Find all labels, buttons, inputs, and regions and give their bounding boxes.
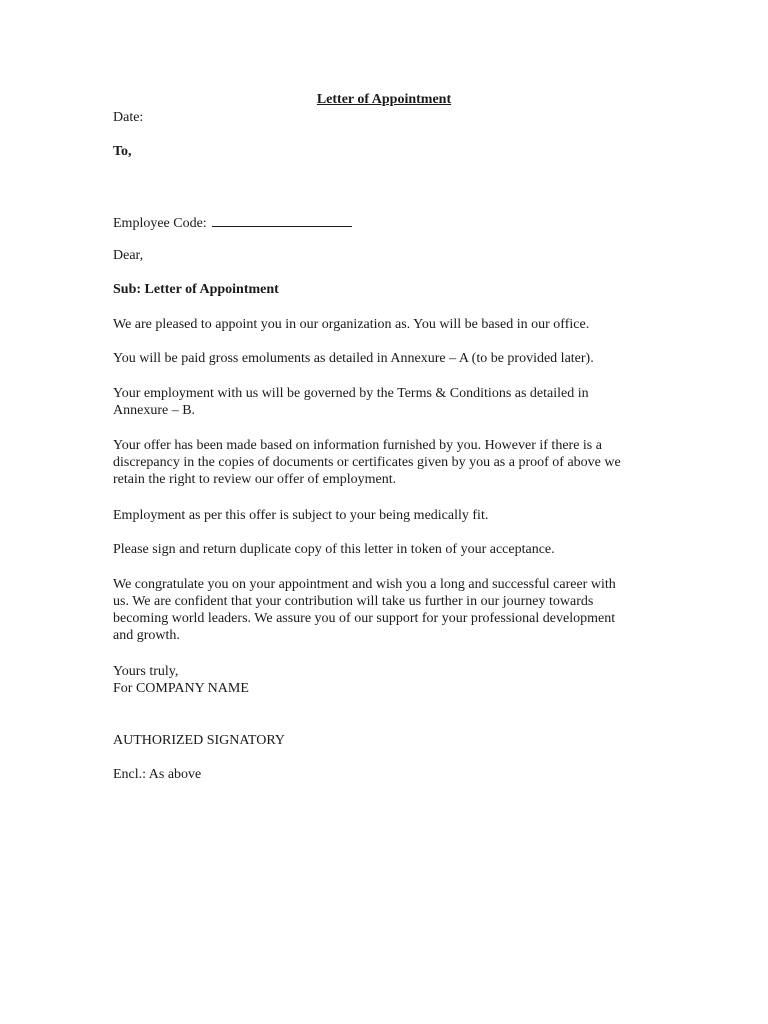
paragraph-line: You will be paid gross emoluments as detailed in Annexure – A (to be provided later). bbox=[113, 351, 594, 366]
paragraph-offer-basis bbox=[113, 437, 653, 488]
paragraph-terms bbox=[113, 385, 653, 419]
paragraph-line: discrepancy in the copies of documents or certificates given by you as a proof of above we bbox=[113, 455, 621, 470]
salutation: Dear, bbox=[113, 248, 144, 263]
company-line: For COMPANY NAME bbox=[113, 681, 249, 696]
employee-code-blank bbox=[212, 212, 352, 227]
paragraph-appointment bbox=[113, 316, 653, 333]
closing: Yours truly, bbox=[113, 664, 179, 679]
paragraph-line: and growth. bbox=[113, 628, 180, 643]
paragraph-line: Your offer has been made based on information furnished by you. However if there is a bbox=[113, 438, 602, 453]
paragraph-line: Employment as per this offer is subject to your being medically fit. bbox=[113, 508, 489, 523]
employee-code-label: Employee Code: bbox=[113, 216, 207, 231]
letter-title: Letter of Appointment bbox=[316, 92, 452, 107]
paragraph-emoluments bbox=[113, 350, 653, 367]
paragraph-line: Annexure – B. bbox=[113, 403, 196, 418]
paragraph-line: Your employment with us will be governed by the Terms & Conditions as detailed in bbox=[113, 386, 589, 401]
paragraph-line: We congratulate you on your appointment and wish you a long and successful career with bbox=[113, 577, 616, 592]
paragraph-line: us. We are confident that your contribution will take us further in our journey towards bbox=[113, 594, 594, 609]
paragraph-line: becoming world leaders. We assure you of our support for your professional development bbox=[113, 611, 616, 626]
enclosure: Encl.: As above bbox=[113, 767, 202, 782]
date-label: Date: bbox=[113, 110, 144, 125]
employee-code-line bbox=[113, 212, 352, 232]
paragraph-congratulations bbox=[113, 576, 653, 644]
paragraph-medical bbox=[113, 507, 653, 524]
paragraph-line: retain the right to review our offer of employment. bbox=[113, 472, 397, 487]
to-label: To, bbox=[113, 144, 132, 159]
paragraph-line: We are pleased to appoint you in our organization as. You will be based in our office. bbox=[113, 317, 590, 332]
subject-line: Sub: Letter of Appointment bbox=[113, 282, 279, 297]
paragraph-line: Please sign and return duplicate copy of this letter in token of your acceptance. bbox=[113, 542, 555, 557]
signatory: AUTHORIZED SIGNATORY bbox=[113, 733, 286, 748]
paragraph-sign-return bbox=[113, 541, 653, 558]
